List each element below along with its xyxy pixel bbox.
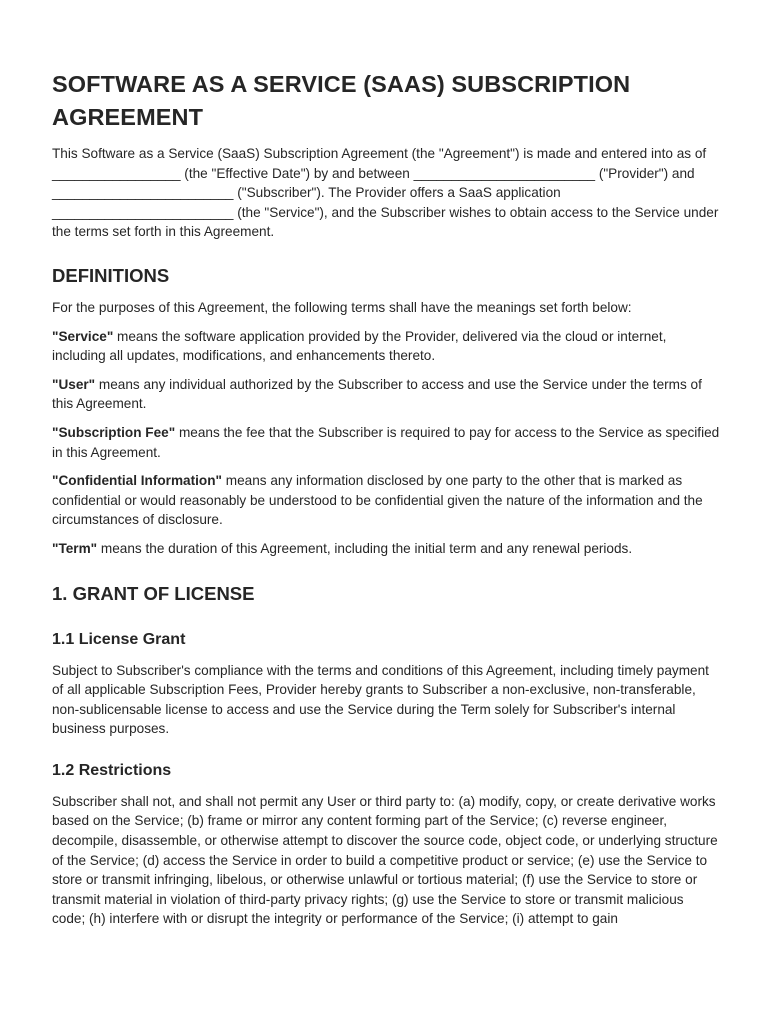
definition-user [52,375,720,414]
document-page [52,68,720,929]
definition-term: "User" [52,376,96,392]
grant-of-license-heading: 1. GRANT OF LICENSE [52,582,255,604]
definitions-lead: For the purposes of this Agreement, the following terms shall have the meanings set forth below: [52,299,632,315]
definition-term: "Service" [52,328,114,344]
definition-term: "Confidential Information" [52,473,222,489]
definition-subscription-fee [52,423,720,462]
definitions-heading: DEFINITIONS [52,264,170,286]
restrictions-heading: 1.2 Restrictions [52,761,172,779]
definition-text: means the software application provided by the Provider, delivered via the cloud or internet, including all updates, modifications, and enhancements thereto. [52,328,667,364]
definition-text: means the fee that the Subscriber is required to pay for access to the Service as specified in this Agreement. [52,424,720,460]
definition-text: means any individual authorized by the Subscriber to access and use the Service under the terms of this Agreement. [52,376,702,412]
definition-term-period [52,539,720,559]
intro-paragraph: This Software as a Service (SaaS) Subscription Agreement (the "Agreement") is made and entered into as of _________________ (the "Effective Date") by and between ________________________ ("Provider") and ________________________ ("Subscriber"). The Provider offers a SaaS application ________________________ (the "Service"), and the Subscriber wishes to obtain access to the Service under the terms set forth in this Agreement. [52,146,719,240]
document-title: SOFTWARE AS A SERVICE (SAAS) SUBSCRIPTION AGREEMENT [52,71,631,130]
definition-term: "Term" [52,540,98,556]
definition-confidential-information [52,471,720,530]
definition-text: means any information disclosed by one party to the other that is marked as confidential or would reasonably be understood to be confidential given the nature of the information and the circumstances of disclosure. [52,473,703,528]
license-grant-paragraph: Subject to Subscriber's compliance with the terms and conditions of this Agreement, including timely payment of all applicable Subscription Fees, Provider hereby grants to Subscriber a non-exclusive, non-transferable, non-sublicensable license to access and use the Service during the Term solely for Subscriber's internal business purposes. [52,662,709,737]
restrictions-paragraph: Subscriber shall not, and shall not permit any User or third party to: (a) modify, copy, or create derivative works based on the Service; (b) frame or mirror any content forming part of the Service; (c) reverse engineer, decompile, disassemble, or otherwise attempt to discover the source code, object code, or underlying structure of the Service; (d) access the Service in order to build a competitive product or service; (e) use the Service to store or transmit infringing, libelous, or otherwise unlawful or tortious material; (f) use the Service to store or transmit material in violation of third-party privacy rights; (g) use the Service to store or transmit malicious code; (h) interfere with or disrupt the integrity or performance of the Service; (i) attempt to gain [52,793,718,927]
license-grant-heading: 1.1 License Grant [52,630,186,648]
definition-term: "Subscription Fee" [52,424,176,440]
definition-service [52,327,720,366]
definition-text: means the duration of this Agreement, including the initial term and any renewal periods. [97,540,633,556]
